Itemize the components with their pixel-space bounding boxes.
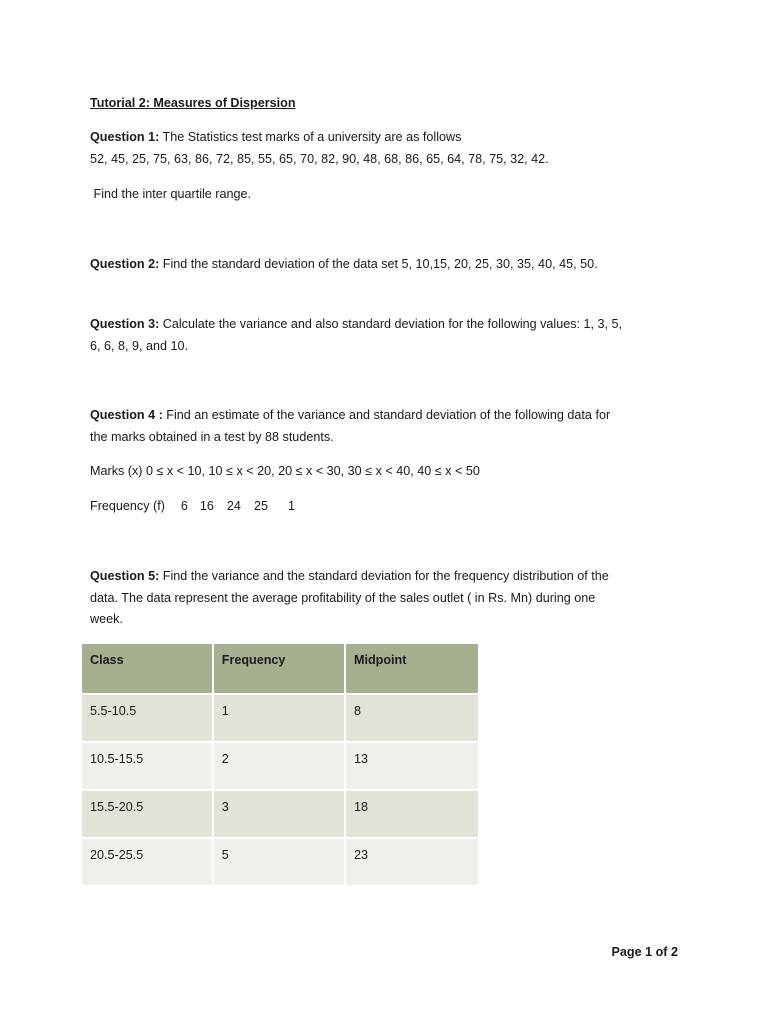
question-1-data: 52, 45, 25, 75, 63, 86, 72, 85, 55, 65, 70, 82, 90, 48, 68, 86, 65, 64, 78, 75, 32, 42. xyxy=(90,152,549,166)
question-2-text: Find the standard deviation of the data set 5, 10,15, 20, 25, 30, 35, 40, 45, 50. xyxy=(159,257,598,271)
question-4-marks: Marks (x) 0 ≤ x < 10, 10 ≤ x < 20, 20 ≤ x < 30, 30 ≤ x < 40, 40 ≤ x < 50 xyxy=(90,464,480,478)
question-5-line-1 xyxy=(90,565,609,587)
table-cell: 15.5-20.5 xyxy=(82,791,212,837)
question-4-label: Question 4 : xyxy=(90,408,163,422)
table-cell: 1 xyxy=(214,695,344,741)
table-row xyxy=(82,695,478,741)
question-3-text-1: Calculate the variance and also standard deviation for the following values: 1, 3, 5, xyxy=(159,317,623,331)
table-cell: 18 xyxy=(346,791,478,837)
question-3-line-1 xyxy=(90,313,622,335)
question-1-label: Question 1: xyxy=(90,130,160,144)
table-cell: 10.5-15.5 xyxy=(82,743,212,789)
question-4-frequency xyxy=(90,495,295,517)
table-cell: 3 xyxy=(214,791,344,837)
table-cell: 13 xyxy=(346,743,478,789)
document-title: Tutorial 2: Measures of Dispersion xyxy=(90,96,296,110)
table-row xyxy=(82,839,478,885)
page-number: Page 1 of 2 xyxy=(611,945,678,959)
table-header-row xyxy=(82,644,478,693)
table-row xyxy=(82,791,478,837)
question-2-line xyxy=(90,253,598,275)
frequency-label: Frequency (f) xyxy=(90,499,165,513)
question-5-text-1: Find the variance and the standard deviation for the frequency distribution of the xyxy=(159,569,609,583)
frequency-value: 1 xyxy=(287,499,295,513)
question-2-label: Question 2: xyxy=(90,257,160,271)
question-1-text: The Statistics test marks of a university are as follows xyxy=(159,130,462,144)
column-header-midpoint: Midpoint xyxy=(346,644,478,693)
column-header-class: Class xyxy=(82,644,212,693)
question-4-line-2: the marks obtained in a test by 88 students. xyxy=(90,430,334,444)
frequency-value: 24 xyxy=(226,499,241,513)
question-1-line xyxy=(90,126,461,148)
frequency-value: 25 xyxy=(253,499,268,513)
question-5-line-2: data. The data represent the average profitability of the sales outlet ( in Rs. Mn) during one xyxy=(90,591,596,605)
table-cell: 5 xyxy=(214,839,344,885)
profitability-table xyxy=(80,642,480,887)
table-cell: 2 xyxy=(214,743,344,789)
table-cell: 8 xyxy=(346,695,478,741)
question-3-label: Question 3: xyxy=(90,317,160,331)
table-row xyxy=(82,743,478,789)
question-4-text-1: Find an estimate of the variance and standard deviation of the following data for xyxy=(162,408,611,422)
question-5-line-3: week. xyxy=(90,612,123,626)
question-4-line-1 xyxy=(90,404,610,426)
frequency-value: 16 xyxy=(199,499,214,513)
frequency-value: 6 xyxy=(180,499,188,513)
table-cell: 5.5-10.5 xyxy=(82,695,212,741)
column-header-frequency: Frequency xyxy=(214,644,344,693)
question-3-line-2: 6, 6, 8, 9, and 10. xyxy=(90,339,189,353)
question-5-label: Question 5: xyxy=(90,569,160,583)
table-cell: 20.5-25.5 xyxy=(82,839,212,885)
question-1-task: Find the inter quartile range. xyxy=(90,187,252,201)
table-cell: 23 xyxy=(346,839,478,885)
